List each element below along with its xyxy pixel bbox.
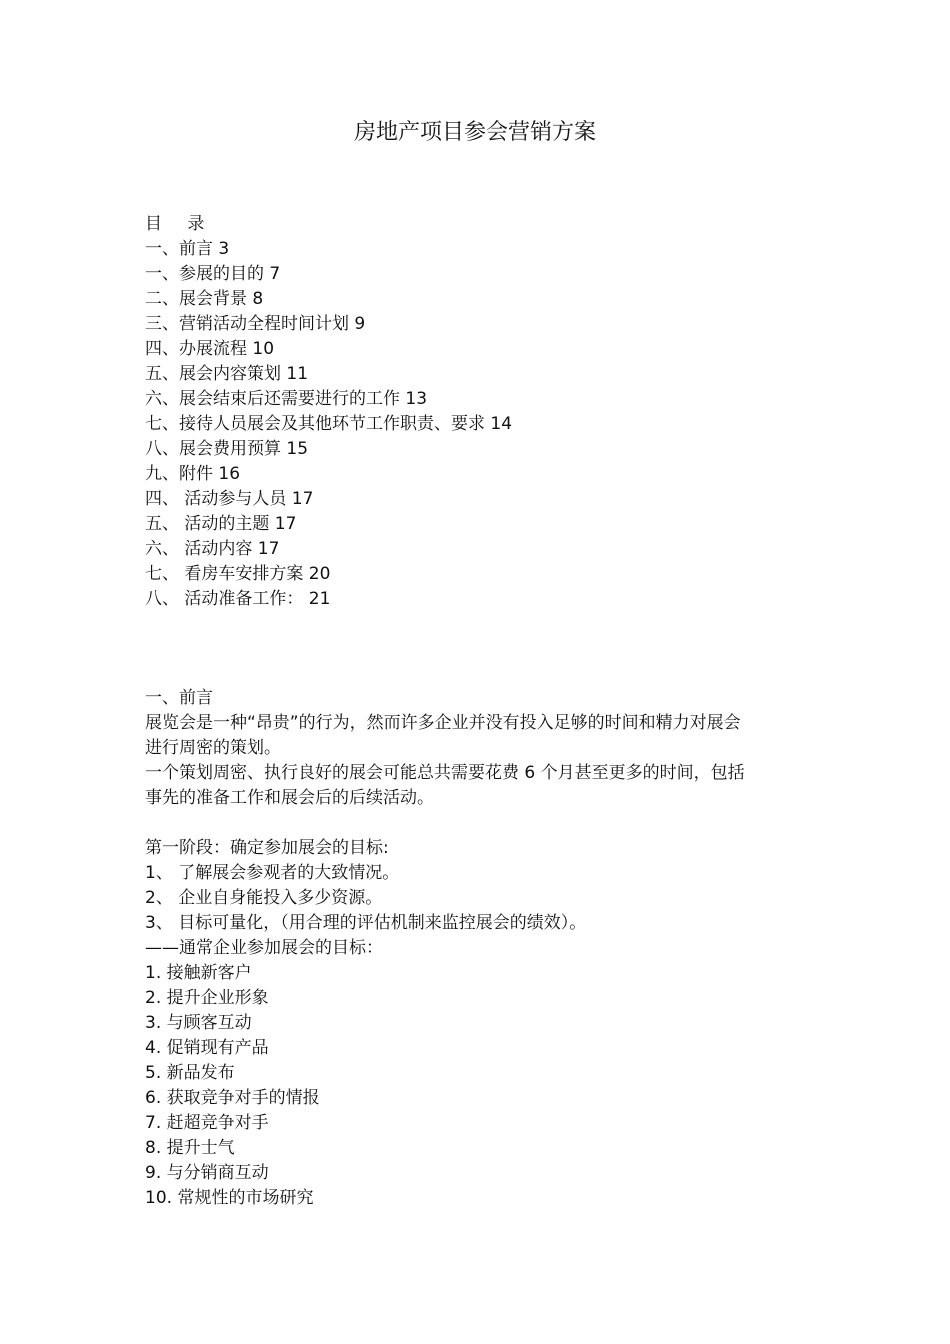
goals-intro: ——通常企业参加展会的目标： — [145, 938, 383, 958]
toc-item: 三、营销活动全程时间计划 9 — [145, 314, 366, 334]
preface-section — [145, 686, 825, 1211]
preface-paragraph-line: 一个策划周密、执行良好的展会可能总共需要花费 6 个月甚至更多的时间，包括 — [145, 763, 745, 783]
toc-heading: 目 录 — [145, 214, 215, 234]
preface-heading: 一、前言 — [145, 688, 213, 708]
toc-item: 七、接待人员展会及其他环节工作职责、要求 14 — [145, 414, 513, 434]
document-title: 房地产项目参会营销方案 — [353, 120, 596, 145]
goal-item: 1. 接触新客户 — [145, 963, 252, 983]
toc-item: 五、展会内容策划 11 — [145, 364, 309, 384]
preface-paragraph-line: 事先的准备工作和展会后的后续活动。 — [145, 788, 434, 808]
goal-item: 8. 提升士气 — [145, 1138, 235, 1158]
toc-item: 八、 活动准备工作： 21 — [145, 589, 331, 609]
preface-paragraph-line: 进行周密的策划。 — [145, 738, 281, 758]
goal-item: 7. 赶超竞争对手 — [145, 1113, 269, 1133]
toc-item: 二、展会背景 8 — [145, 289, 264, 309]
toc-item: 六、 活动内容 17 — [145, 539, 280, 559]
toc-item: 九、附件 16 — [145, 464, 241, 484]
toc-item: 一、参展的目的 7 — [145, 264, 281, 284]
goal-item: 9. 与分销商互动 — [145, 1163, 269, 1183]
stage-one-title: 第一阶段：确定参加展会的目标: — [145, 838, 389, 858]
goal-item: 2. 提升企业形象 — [145, 988, 269, 1008]
table-of-contents — [145, 212, 825, 612]
toc-item: 四、 活动参与人员 17 — [145, 489, 314, 509]
stage-one-item: 1、 了解展会参观者的大致情况。 — [145, 863, 400, 883]
toc-item: 七、 看房车安排方案 20 — [145, 564, 331, 584]
toc-item: 五、 活动的主题 17 — [145, 514, 297, 534]
stage-one-item: 2、 企业自身能投入多少资源。 — [145, 888, 383, 908]
goal-item: 4. 促销现有产品 — [145, 1038, 269, 1058]
goal-item: 10. 常规性的市场研究 — [145, 1188, 314, 1208]
toc-item: 一、前言 3 — [145, 239, 230, 259]
stage-one-item: 3、 目标可量化，（用合理的评估机制来监控展会的绩效）。 — [145, 913, 587, 933]
goal-item: 6. 获取竞争对手的情报 — [145, 1088, 320, 1108]
toc-item: 四、办展流程 10 — [145, 339, 275, 359]
goal-item: 3. 与顾客互动 — [145, 1013, 252, 1033]
goal-item: 5. 新品发布 — [145, 1063, 235, 1083]
toc-item: 六、展会结束后还需要进行的工作 13 — [145, 389, 428, 409]
toc-item: 八、展会费用预算 15 — [145, 439, 309, 459]
paragraph-spacer — [145, 811, 825, 836]
preface-paragraph-line: 展览会是一种“昂贵”的行为，然而许多企业并没有投入足够的时间和精力对展会 — [145, 713, 741, 733]
